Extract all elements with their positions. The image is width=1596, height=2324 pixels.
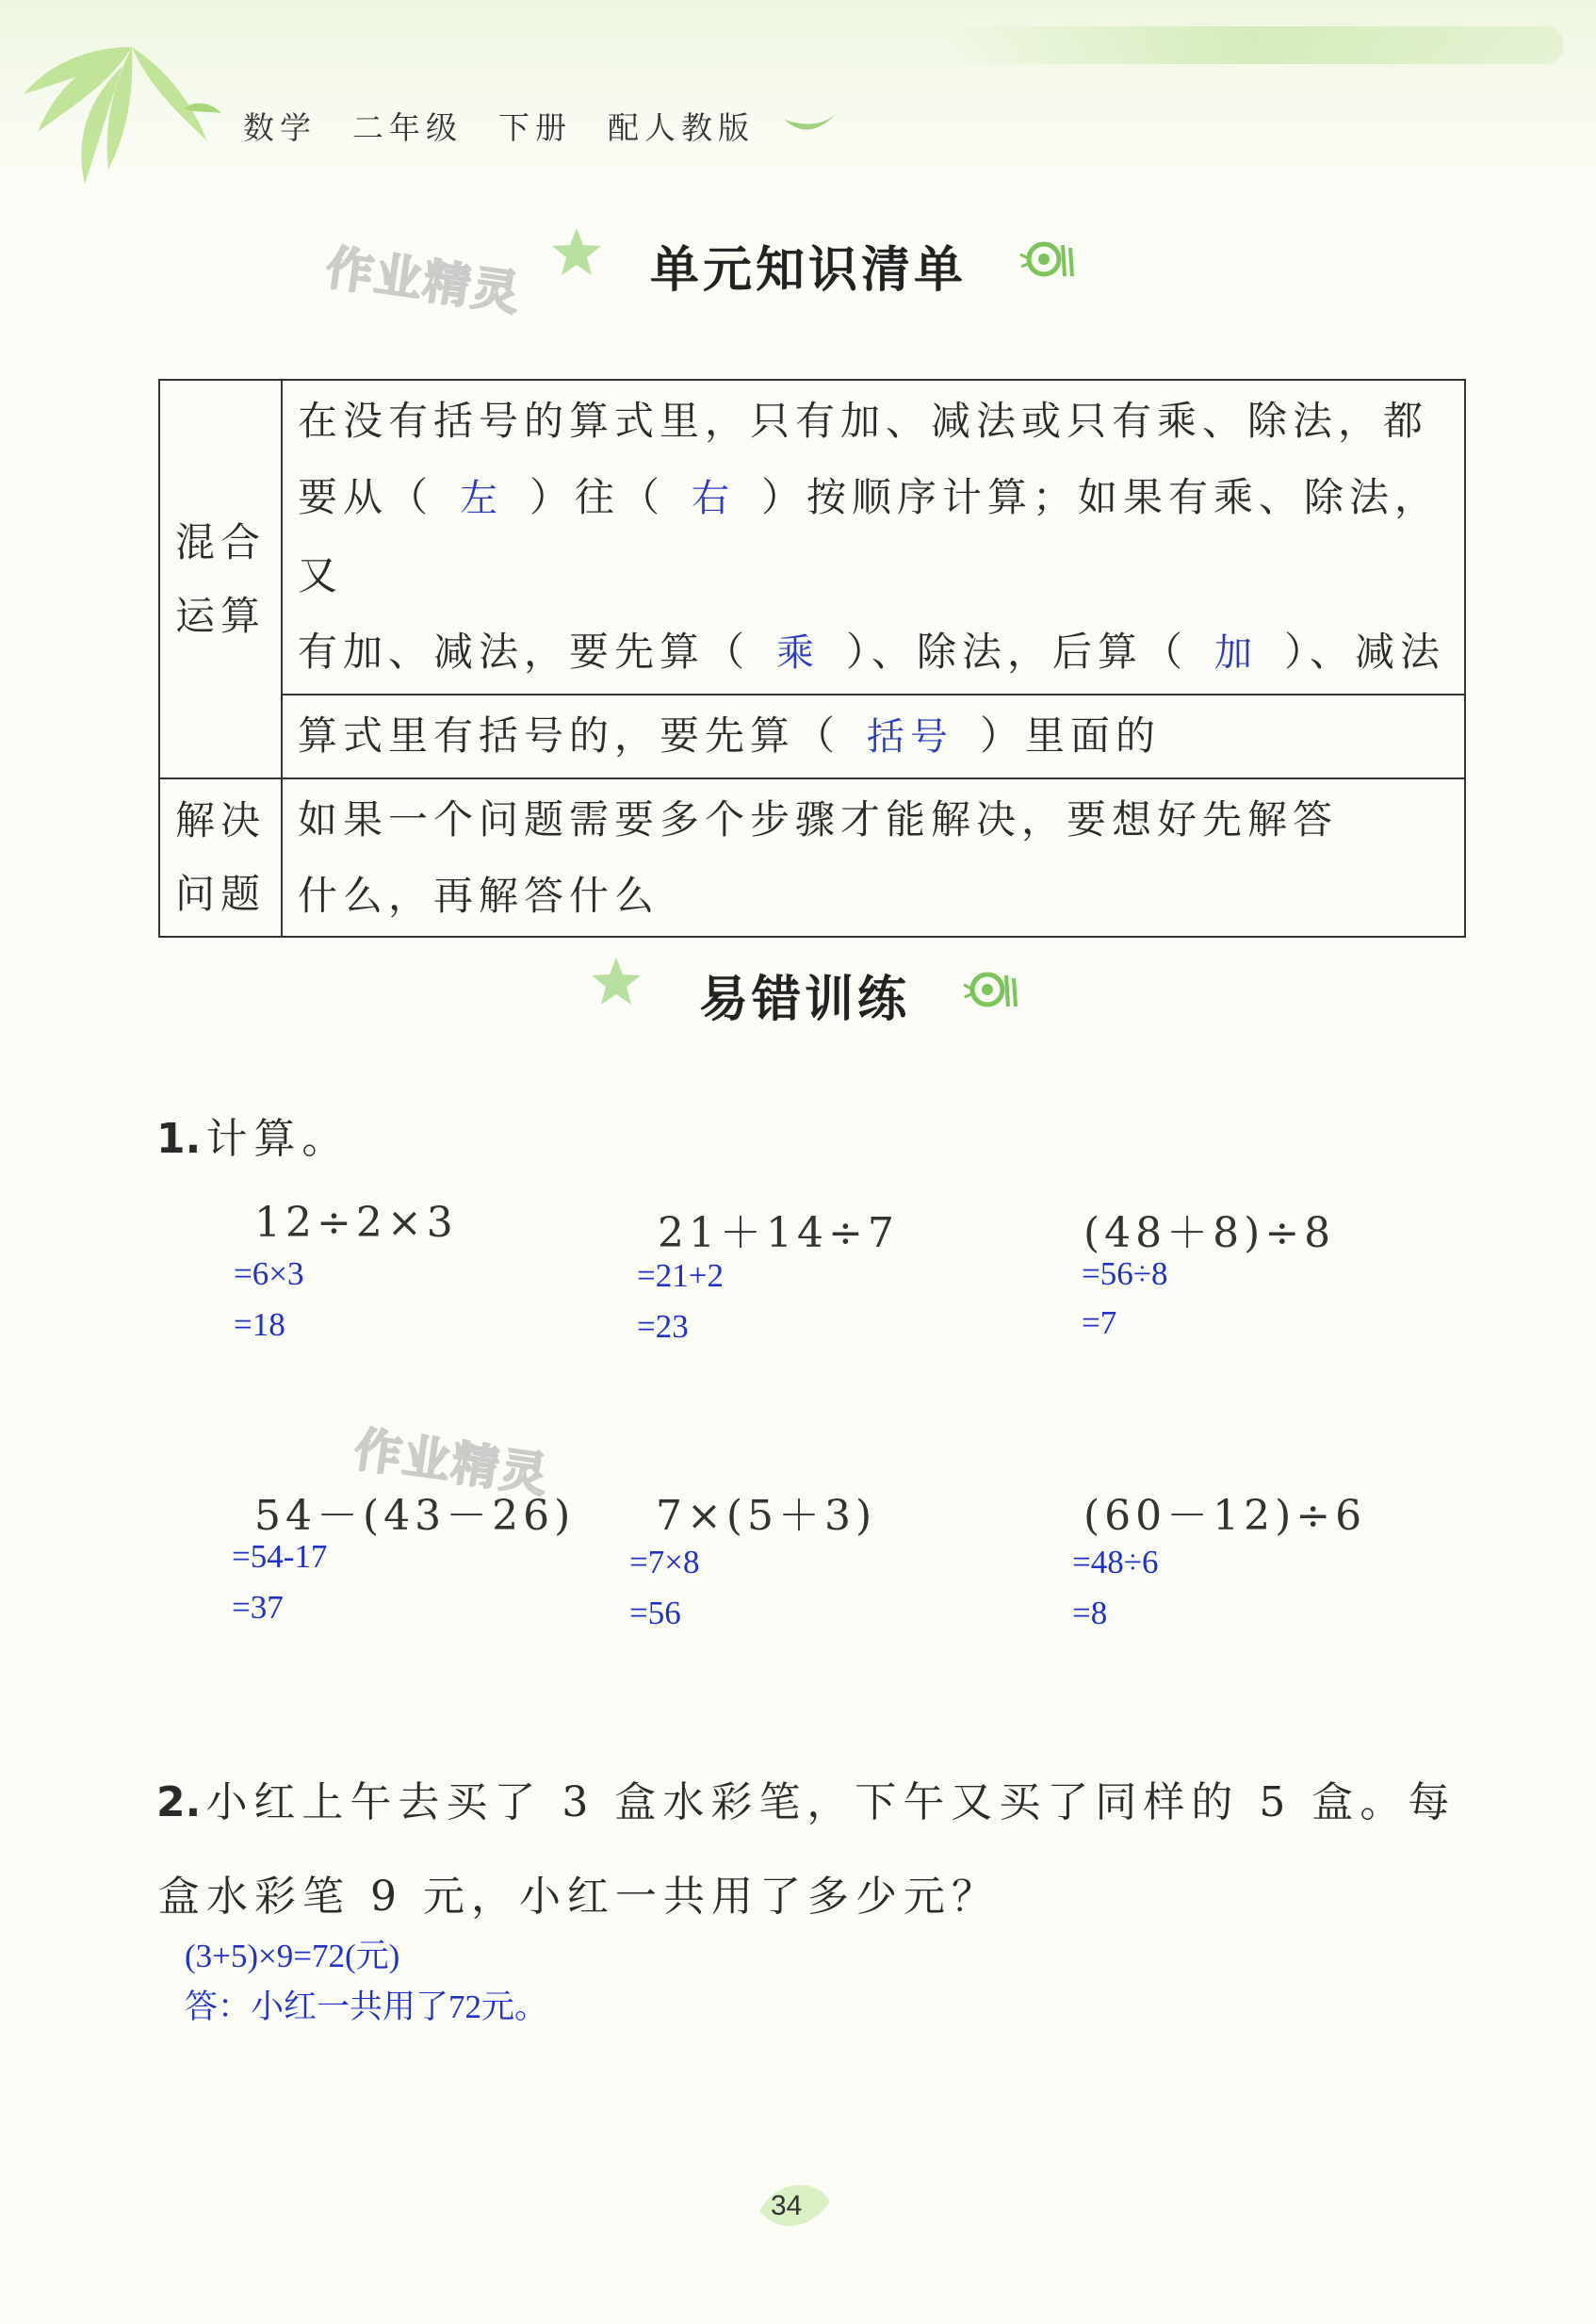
question-1-number: 1. (156, 1115, 202, 1163)
answer-bracket: 括号 (867, 715, 954, 759)
knowledge-title: 单元知识清单 (650, 242, 968, 299)
answer-left: 左 (460, 477, 504, 520)
expression-5: 7×(5＋3) (656, 1492, 877, 1540)
header-grade: 二年级 (352, 109, 463, 146)
label-solve-problem: 解决问题 (159, 778, 282, 937)
watermark-2: 作业精灵 (350, 1421, 553, 1504)
step-3b: =7 (1082, 1304, 1117, 1341)
rule-line-3: 有加、减法，要先算（ 乘 ）、除法，后算（ 加 ）、减法 (298, 629, 1446, 675)
question-1-text: 计算。 (205, 1115, 350, 1163)
step-1a: =6×3 (234, 1255, 304, 1292)
watermark-1: 作业精灵 (322, 239, 525, 322)
bird-icon (780, 106, 855, 143)
rule-line-2: 要从（ 左 ）往（ 右 ）按顺序计算；如果有乘、除法，又 (298, 474, 1441, 598)
snail-icon (959, 961, 1025, 1018)
expression-6: (60－12)÷6 (1083, 1492, 1367, 1540)
answer-add: 加 (1214, 631, 1259, 675)
question-2-answer-expression: (3+5)×9=72(元) (185, 1938, 400, 1974)
header-info (243, 104, 790, 148)
step-6b: =8 (1072, 1595, 1108, 1631)
step-2b: =23 (637, 1308, 689, 1345)
question-2-line-2: 盒水彩笔 9 元，小红一共用了多少元？ (158, 1873, 1000, 1921)
step-5a: =7×8 (629, 1544, 700, 1580)
question-2-text-1: 小红上午去买了 3 盒水彩笔，下午又买了同样的 5 盒。每 (205, 1778, 1457, 1826)
step-1b: =18 (234, 1306, 285, 1343)
step-3a: =56÷8 (1082, 1255, 1168, 1292)
expression-3: (48＋8)÷8 (1083, 1209, 1336, 1257)
question-1-heading (156, 1105, 350, 1165)
expression-1: 12÷2×3 (254, 1199, 458, 1247)
answer-multiply: 乘 (776, 631, 821, 675)
snail-icon (1016, 231, 1082, 287)
question-2-number: 2. (156, 1778, 202, 1826)
rule-line-1: 在没有括号的算式里，只有加、减法或只有乘、除法，都 (298, 398, 1429, 444)
step-4a: =54-17 (232, 1538, 328, 1575)
solve-problem-rule (282, 778, 1465, 937)
header-leaf-decoration (942, 26, 1564, 64)
bracket-rule: 算式里有括号的，要先算（ 括号 ）里面的 (282, 695, 1465, 778)
palm-leaf-icon (19, 19, 264, 188)
solve-line-2: 什么，再解答什么 (298, 873, 660, 919)
label-mixed-operation: 混合运算 (159, 380, 282, 778)
header-volume: 下册 (498, 109, 572, 146)
step-4b: =37 (232, 1589, 284, 1626)
star-icon (548, 224, 605, 281)
errors-title: 易错训练 (699, 972, 911, 1028)
step-5b: =56 (629, 1595, 681, 1631)
question-2-answer-sentence: 答：小红一共用了72元。 (185, 1988, 548, 2025)
expression-2: 21＋14÷7 (658, 1209, 899, 1257)
expression-4: 54－(43－26) (254, 1492, 576, 1540)
star-icon (588, 954, 644, 1010)
question-2-line-1 (156, 1768, 1456, 1828)
mixed-operation-rule (282, 380, 1465, 695)
answer-right: 右 (692, 477, 736, 520)
knowledge-table (158, 379, 1466, 938)
page-number: 34 (771, 2190, 803, 2221)
header-edition: 配人教版 (608, 109, 755, 146)
step-2a: =21+2 (637, 1257, 724, 1294)
step-6a: =48÷6 (1072, 1544, 1159, 1580)
solve-line-1: 如果一个问题需要多个步骤才能解决，要想好先解答 (298, 796, 1339, 843)
header-subject: 数学 (243, 109, 317, 146)
